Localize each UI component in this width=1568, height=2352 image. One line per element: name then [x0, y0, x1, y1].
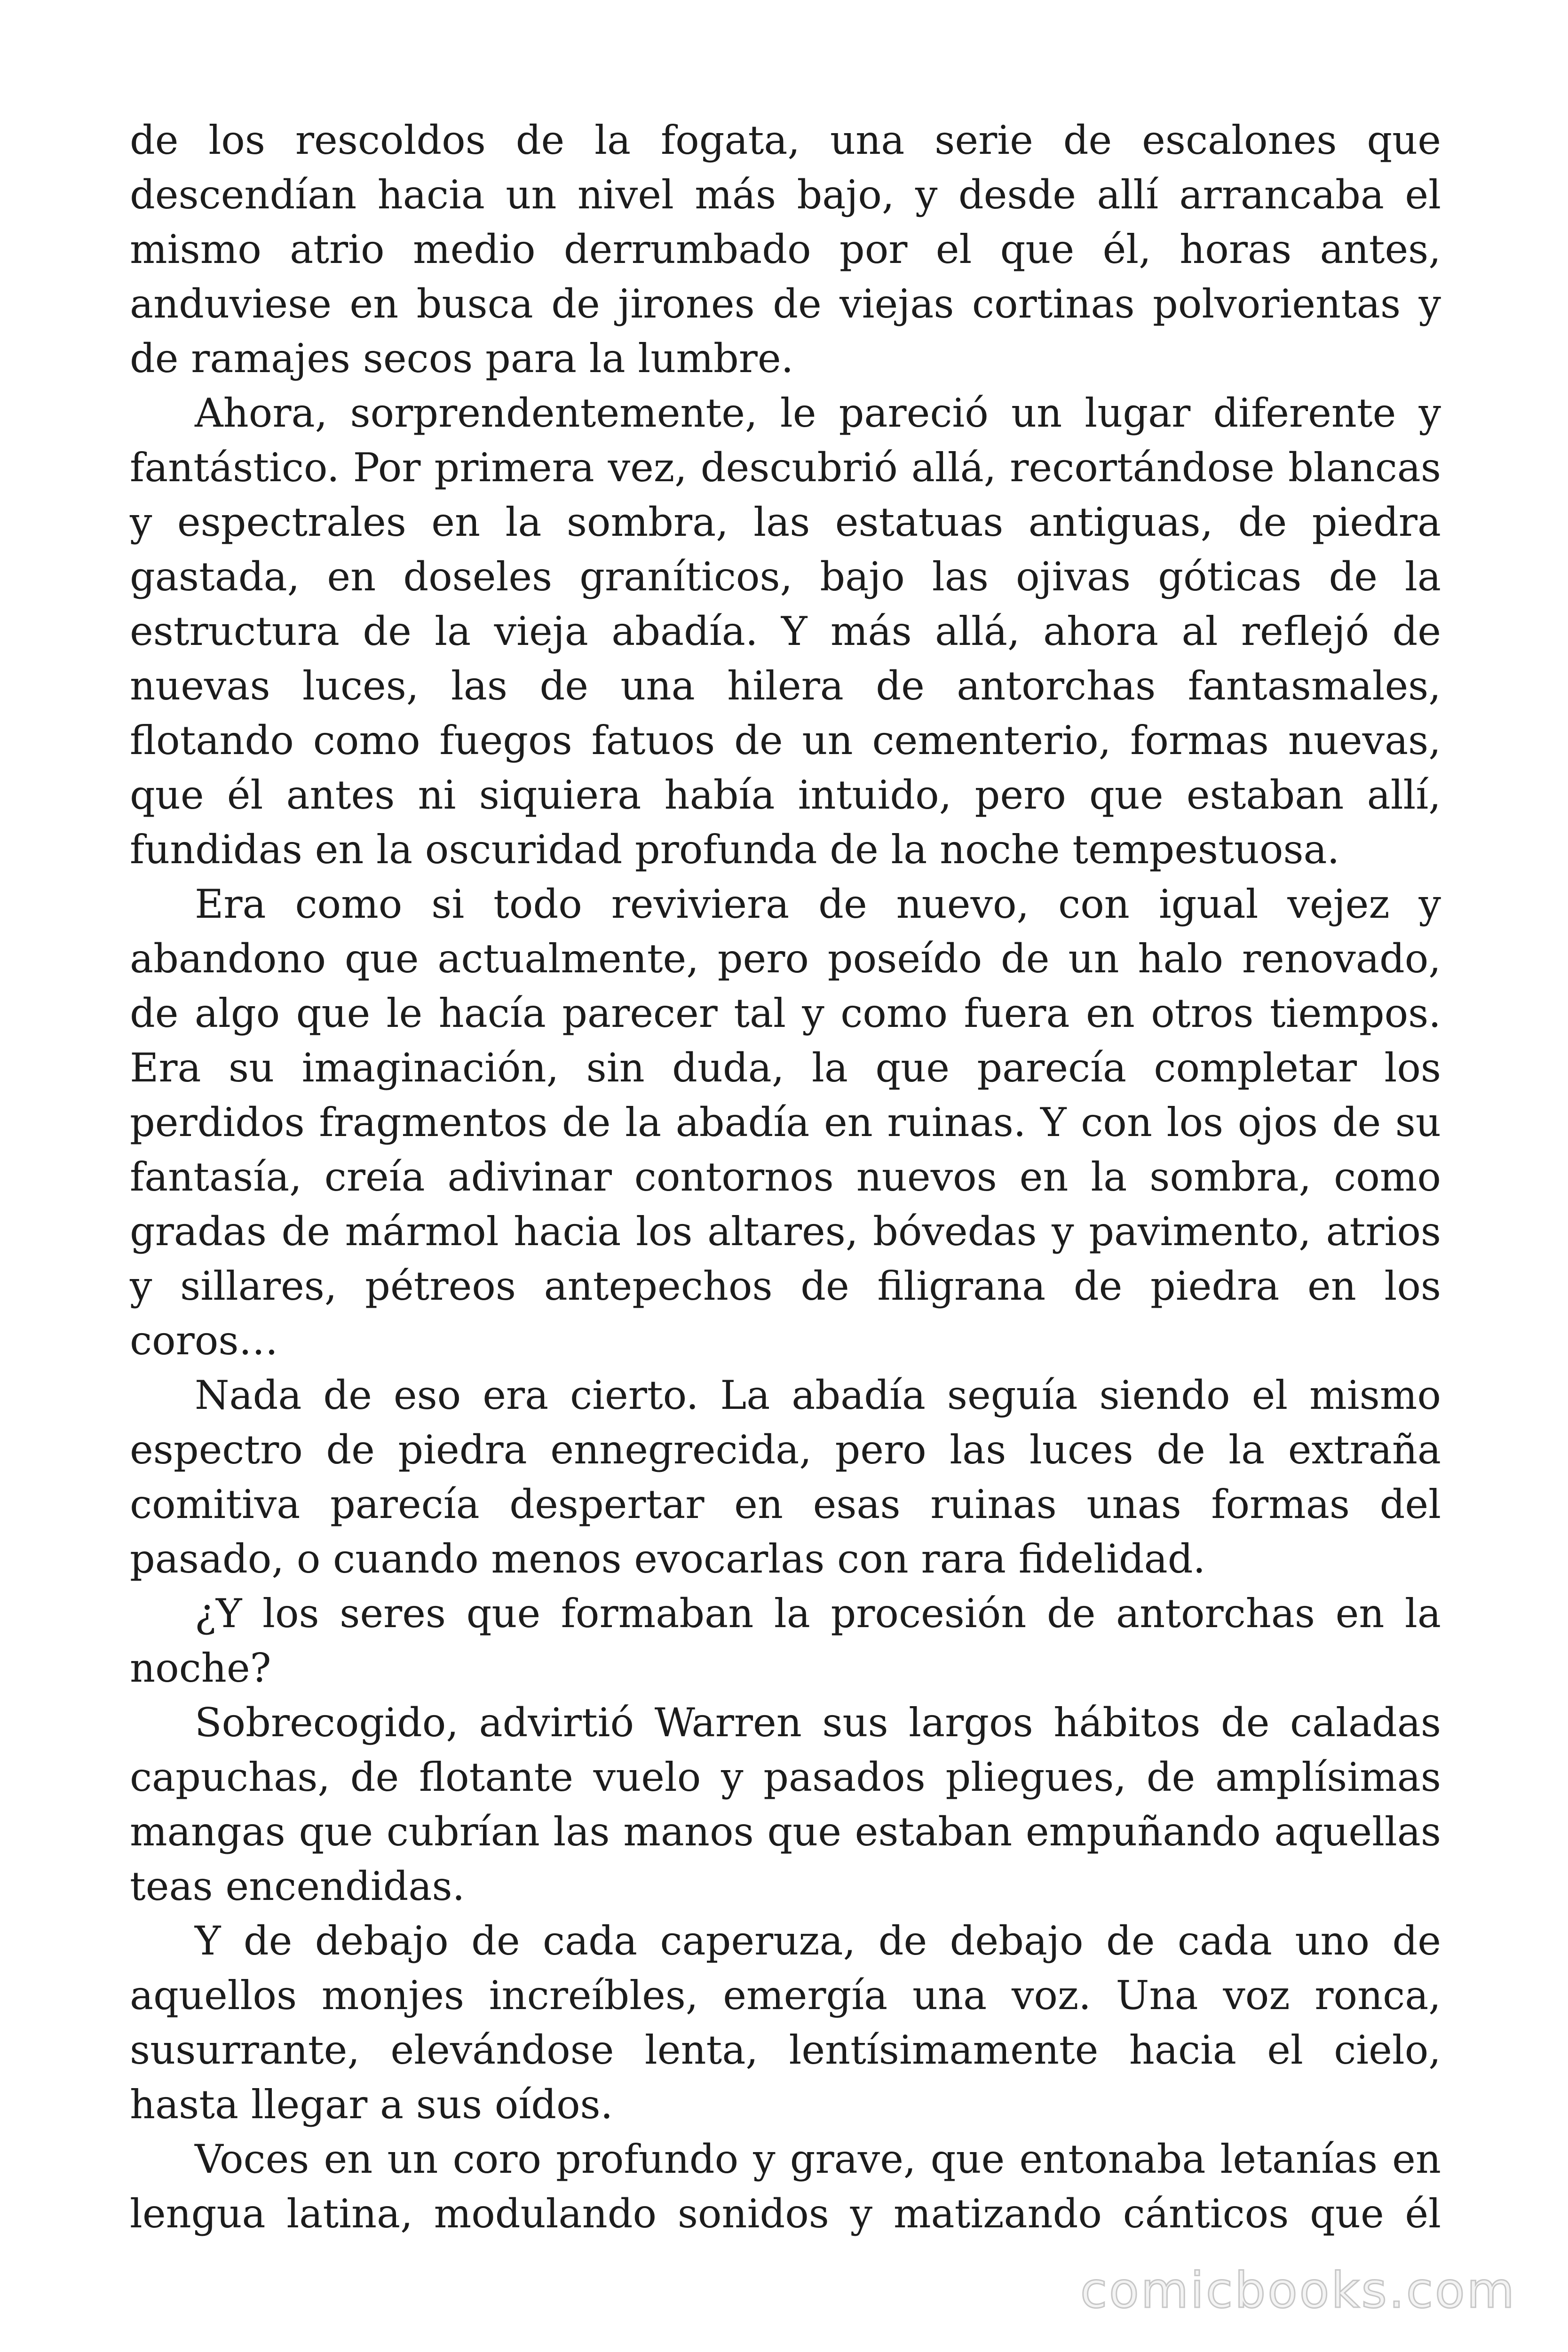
paragraph: Y de debajo de cada caperuza, de debajo de cada uno de aquellos monjes increíbles, emergía una voz. Una voz ronca, susurrante, elevándose lenta, lentísimamente hacia el cielo, hasta llegar a sus oídos. — [130, 1918, 1441, 2128]
paragraph: Nada de eso era cierto. La abadía seguía siendo el mismo espectro de piedra ennegrecida, pero las luces de la extraña comitiva parecía despertar en esas ruinas unas formas del pasado, o cuando menos evocarlas con rara fidelidad. — [130, 1372, 1441, 1582]
paragraph-continued: de los rescoldos de la fogata, una serie de escalones que descendían hacia un nivel más bajo, y desde allí arrancaba el mismo atrio medio derrumbado por el que él, horas antes, anduviese en busca de jirones de viejas cortinas polvorientas y de ramajes secos para la lumbre. — [130, 117, 1441, 381]
paragraph: Era como si todo reviviera de nuevo, con igual vejez y abandono que actualmente, pero poseído de un halo renovado, de algo que le hacía parecer tal y como fuera en otros tiempos. Era su imaginación, sin duda, la que parecía completar los perdidos fragmentos de la abadía en ruinas. Y con los ojos de su fantasía, creía adivinar contornos nuevos en la sombra, como gradas de mármol hacia los altares, bóvedas y pavimento, atrios y sillares, pétreos antepechos de filigrana de piedra en los coros… — [130, 881, 1441, 1364]
paragraph: ¿Y los seres que formaban la procesión de antorchas en la noche? — [130, 1590, 1441, 1691]
paragraph: Ahora, sorprendentemente, le pareció un lugar diferente y fantástico. Por primera vez, descubrió allá, recortándose blancas y espectrales en la sombra, las estatuas antiguas, de piedra gastada, en doseles graníticos, bajo las ojivas góticas de la estructura de la vieja abadía. Y más allá, ahora al reflejó de nuevas luces, las de una hilera de antorchas fantasmales, flotando como fuegos fatuos de un cementerio, formas nuevas, que él antes ni siquiera había intuido, pero que estaban allí, fundidas en la oscuridad profunda de la noche tempestuosa. — [130, 390, 1441, 873]
page-body — [130, 113, 1441, 2241]
paragraph-last: Voces en un coro profundo y grave, que entonaba letanías en lengua latina, modulando sonidos y matizando cánticos que él — [130, 2136, 1441, 2237]
paragraph: Sobrecogido, advirtió Warren sus largos hábitos de caladas capuchas, de flotante vuelo y pasados pliegues, de amplísimas mangas que cubrían las manos que estaban empuñando aquellas teas encendidas. — [130, 1700, 1441, 1909]
watermark: comicbooks.com — [1080, 2262, 1516, 2319]
